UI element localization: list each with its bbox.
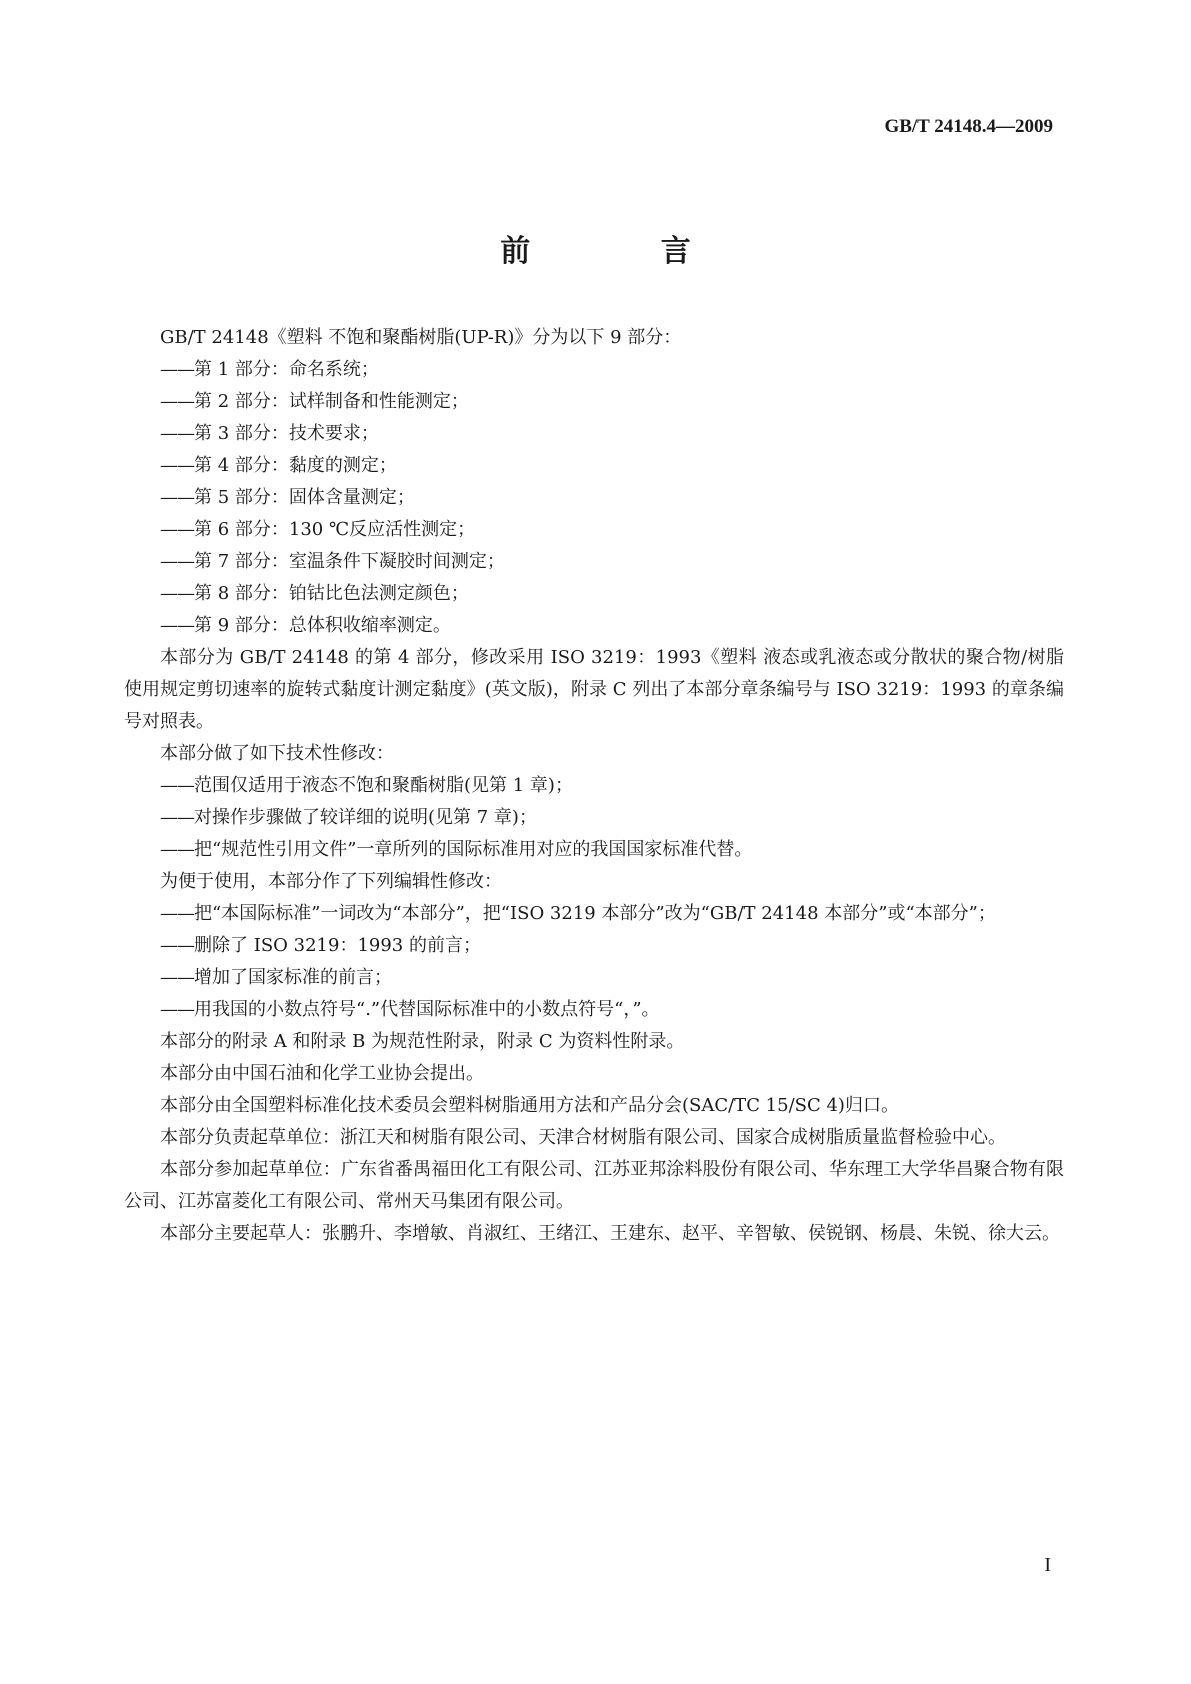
part-item: —— 第 7 部分：室温条件下凝胶时间测定；	[160, 546, 1064, 578]
standard-code: GB/T 24148.4—2009	[884, 116, 1053, 137]
edit-change-item: —— 用我国的小数点符号“.”代替国际标准中的小数点符号“，”。	[160, 994, 1064, 1026]
tech-change-item: —— 对操作步骤做了较详细的说明(见第 7 章)；	[160, 802, 1064, 834]
part-item: —— 第 9 部分：总体积收缩率测定。	[160, 610, 1064, 642]
tech-changes-intro: 本部分做了如下技术性修改：	[160, 743, 394, 764]
annex-note: 本部分的附录 A 和附录 B 为规范性附录，附录 C 为资料性附录。	[160, 1031, 685, 1052]
proposed-by: 本部分由中国石油和化学工业协会提出。	[160, 1063, 484, 1084]
managed-by: 本部分由全国塑料标准化技术委员会塑料树脂通用方法和产品分会(SAC/TC 15/SC 4)归口。	[160, 1095, 899, 1116]
edit-change-item: —— 把“本国际标准”一词改为“本部分”，把“ISO 3219 本部分”改为“GB/T 24148 本部分”或“本部分”；	[160, 898, 1064, 930]
part-item: —— 第 1 部分：命名系统；	[160, 354, 1064, 386]
part-item: —— 第 2 部分：试样制备和性能测定；	[160, 386, 1064, 418]
participating-units: 本部分参加起草单位：广东省番禺福田化工有限公司、江苏亚邦涂料股份有限公司、华东理工大学华昌聚合物有限公司、江苏富菱化工有限公司、常州天马集团有限公司。	[124, 1159, 1064, 1212]
intro-paragraph: GB/T 24148《塑料 不饱和聚酯树脂(UP-R)》分为以下 9 部分：	[160, 327, 682, 348]
foreword-body	[124, 322, 1064, 1250]
part-item: —— 第 6 部分：130 ℃反应活性测定；	[160, 514, 1064, 546]
part-item: —— 第 5 部分：固体含量测定；	[160, 482, 1064, 514]
edit-changes-intro: 为便于使用，本部分作了下列编辑性修改：	[160, 871, 502, 892]
page-title: 前 言	[500, 234, 751, 269]
drafting-units: 本部分负责起草单位：浙江天和树脂有限公司、天津合材树脂有限公司、国家合成树脂质量监督检验中心。	[160, 1127, 1006, 1148]
edit-change-item: —— 删除了 ISO 3219：1993 的前言；	[160, 930, 1064, 962]
tech-change-item: —— 把“规范性引用文件”一章所列的国际标准用对应的我国国家标准代替。	[160, 834, 1064, 866]
part-item: —— 第 3 部分：技术要求；	[160, 418, 1064, 450]
tech-change-item: —— 范围仅适用于液态不饱和聚酯树脂(见第 1 章)；	[160, 770, 1064, 802]
page-number: I	[1044, 1554, 1051, 1576]
part-item: —— 第 4 部分：黏度的测定；	[160, 450, 1064, 482]
part-item: —— 第 8 部分：铂钴比色法测定颜色；	[160, 578, 1064, 610]
edit-change-item: —— 增加了国家标准的前言；	[160, 962, 1064, 994]
adoption-paragraph: 本部分为 GB/T 24148 的第 4 部分，修改采用 ISO 3219：1993《塑料 液态或乳液态或分散状的聚合物/树脂 使用规定剪切速率的旋转式黏度计测定黏度》(英文版)，附录 C 列出了本部分章条编号与 ISO 3219：1993 的章条编号对照表。	[124, 647, 1064, 732]
drafters: 本部分主要起草人：张鹏升、李增敏、肖淑红、王绪江、王建东、赵平、辛智敏、侯锐钢、杨晨、朱锐、徐大云。	[160, 1223, 1060, 1244]
